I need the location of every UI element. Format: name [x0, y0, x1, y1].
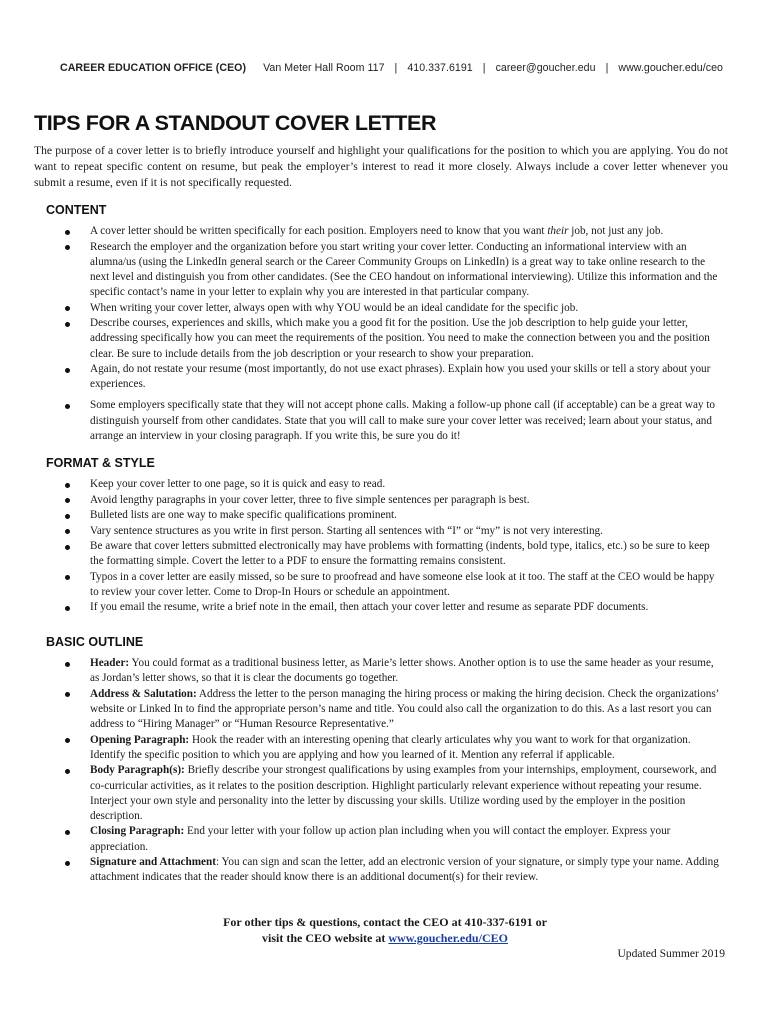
bullet-icon	[65, 245, 70, 250]
list-item: Opening Paragraph: Hook the reader with an interesting opening that clearly articulates why you want to work for that organization. Identify the specific position to which you are applying and how you learned of it. Mention any referral if applicable.	[62, 733, 724, 763]
bullet-icon	[65, 861, 70, 866]
list-item: Be aware that cover letters submitted electronically may have problems with formatting (indents, bold type, italics, etc.) so be sure to keep the formatting simple. Covert the letter to a PDF to ensure the formatting remains consistent.	[62, 539, 724, 569]
bullet-icon	[65, 230, 70, 235]
office-website[interactable]: www.goucher.edu/ceo	[618, 62, 723, 74]
bullet-icon	[65, 830, 70, 835]
bullet-icon	[65, 738, 70, 743]
bullet-icon	[65, 692, 70, 697]
outline-lead: Header:	[90, 657, 130, 669]
header-separator: |	[394, 62, 398, 74]
list-item: Header: You could format as a traditional business letter, as Marie’s letter shows. Another option is to use the same header as your resume, as Jordan’s letter shows, so that it is clear the documents go together.	[62, 656, 724, 686]
bullet-icon	[65, 769, 70, 774]
list-item: Bulleted lists are one way to make specific qualifications prominent.	[62, 508, 724, 523]
format-list	[62, 477, 724, 616]
list-item: A cover letter should be written specifically for each position. Employers need to know that you want their job, not just any job.	[62, 224, 724, 239]
bullet-icon	[65, 306, 70, 311]
header-separator: |	[605, 62, 609, 74]
bullet-icon	[65, 606, 70, 611]
ceo-website-link[interactable]: www.goucher.edu/CEO	[388, 931, 508, 945]
list-item: Research the employer and the organization before you start writing your cover letter. Conducting an informational interview with an alumna/us (using the LinkedIn general search or the Career Community Groups on LinkedIn) is a great way to take online research to the next level and distinguish you from other candidates. (See the CEO handout on informational interviewing). Utilize this information and the specific contact’s name in your letter to explain why you are interested in that particular company.	[62, 240, 724, 301]
page-title: TIPS FOR A STANDOUT COVER LETTER	[34, 111, 437, 135]
bullet-icon	[65, 322, 70, 327]
list-item: Body Paragraph(s): Briefly describe your strongest qualifications by using examples from your internships, employment, coursework, and co-curricular activities, as it relates to the position description. Highlight particularly relevant experience without repeating your resume. Interject your own style and personality into the letter by discussing your skills. Utilize wording used by the employer in the position description.	[62, 763, 724, 824]
bullet-icon	[65, 498, 70, 503]
section-heading-basic-outline: BASIC OUTLINE	[46, 635, 144, 649]
list-item: Signature and Attachment: You can sign and scan the letter, add an electronic version of your signature, or simply type your name. Adding attachment indicates that the reader should know there is an additional document(s) for their review.	[62, 855, 724, 885]
outline-lead: Body Paragraph(s):	[90, 764, 185, 777]
content-list	[62, 224, 724, 444]
office-location: Van Meter Hall Room 117	[263, 62, 385, 74]
outline-lead: Address & Salutation:	[90, 687, 197, 700]
section-heading-content: CONTENT	[46, 203, 107, 217]
contact-cta-line2: visit the CEO website at www.goucher.edu/CEO	[262, 931, 508, 945]
office-header	[60, 62, 723, 74]
bullet-icon	[65, 529, 70, 534]
updated-date: Updated Summer 2019	[617, 947, 725, 960]
intro-paragraph: The purpose of a cover letter is to briefly introduce yourself and highlight your qualifications for the position to which you are applying. You do not want to repeat specific content on resume, but peak the employer’s interest to read it more closely. Always include a cover letter whenever you submit a resume, even if it is not specifically requested.	[34, 144, 728, 189]
list-item: Closing Paragraph: End your letter with your follow up action plan including when you will contact the employer. Express your appreciation.	[62, 824, 724, 854]
bullet-icon	[65, 575, 70, 580]
bullet-icon	[65, 404, 70, 409]
bullet-icon	[65, 545, 70, 550]
list-item: Again, do not restate your resume (most importantly, do not use exact phrases). Explain how you used your skills or tell a story about your experiences.	[62, 362, 724, 392]
bullet-icon	[65, 483, 70, 488]
list-item: When writing your cover letter, always open with why YOU would be an ideal candidate for the specific job.	[62, 301, 724, 316]
list-item: Address & Salutation: Address the letter to the person managing the hiring process or making the hiring decision. Check the organizations’ website or Linked In to find the appropriate person’s name and title. You could also call the organization to do this. As a last resort you can address to “Hiring Manager” or “Human Resource Representative.”	[62, 687, 724, 733]
bullet-icon	[65, 514, 70, 519]
header-separator: |	[482, 62, 486, 74]
bullet-icon	[65, 662, 70, 667]
list-item: Describe courses, experiences and skills, which make you a good fit for the position. Use the job description to help guide your letter, addressing specifically how you can meet the requirements of the position. You need to make the connection between you and the position clear. Be sure to include details from the job description or your research to show your preparation.	[62, 316, 724, 362]
bullet-icon	[65, 368, 70, 373]
office-email[interactable]: career@goucher.edu	[495, 62, 596, 74]
contact-cta-line1: For other tips & questions, contact the CEO at 410-337-6191 or	[223, 915, 547, 929]
contact-cta	[0, 914, 770, 946]
list-item: Some employers specifically state that they will not accept phone calls. Making a follow-up phone call (if acceptable) can be a great way to distinguish yourself from other candidates. State that you will call to make sure your cover letter was received; learn about your status, and arrange an interview in your closing paragraph. If you write this, be sure you do it!	[62, 398, 724, 444]
list-item: Avoid lengthy paragraphs in your cover letter, three to five simple sentences per paragraph is best.	[62, 493, 724, 508]
office-name: CAREER EDUCATION OFFICE (CEO)	[60, 62, 247, 74]
outline-lead: Closing Paragraph:	[90, 825, 185, 838]
section-heading-format-style: FORMAT & STYLE	[46, 456, 155, 470]
outline-list	[62, 656, 724, 886]
list-item: If you email the resume, write a brief note in the email, then attach your cover letter and resume as separate PDF documents.	[62, 600, 724, 615]
list-item: Keep your cover letter to one page, so it is quick and easy to read.	[62, 477, 724, 492]
list-item: Vary sentence structures as you write in first person. Starting all sentences with “I” or “my” is not very interesting.	[62, 524, 724, 539]
list-item: Typos in a cover letter are easily missed, so be sure to proofread and have someone else look at it too. The staff at the CEO would be happy to review your cover letter. Come to Drop-In Hours or schedule an appointment.	[62, 570, 724, 600]
emphasis-their: their	[547, 225, 569, 237]
office-phone: 410.337.6191	[407, 62, 473, 74]
outline-lead: Signature and Attachment	[90, 856, 216, 869]
outline-lead: Opening Paragraph:	[90, 733, 190, 746]
